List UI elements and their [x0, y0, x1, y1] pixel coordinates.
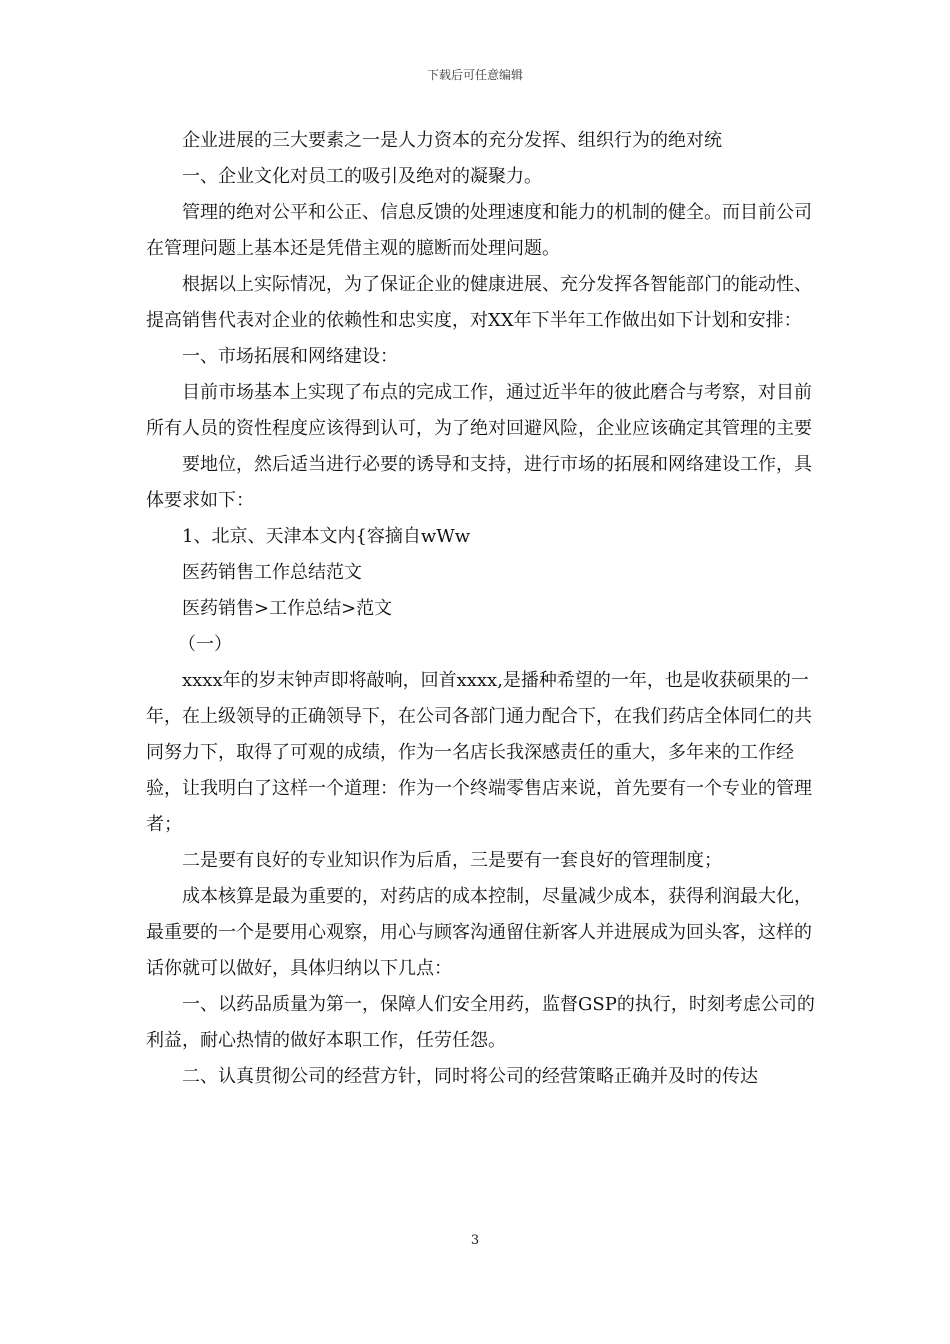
paragraph: 管理的绝对公平和公正、信息反馈的处理速度和能力的机制的健全。而目前公司在管理问题上基本还是凭借主观的臆断而处理问题。 — [146, 202, 812, 259]
page-number: 3 — [470, 1233, 480, 1248]
paragraph: xxxx年的岁末钟声即将敲响，回首xxxx,是播种希望的一年，也是收获硕果的一年，在上级领导的正确领导下，在公司各部门通力配合下，在我们药店全体同仁的共同努力下，取得了可观的成绩，作为一名店长我深感责任的重大，多年来的工作经验，让我明白了这样一个道理：作为一个终端零售店来说，首先要有一个专业的管理者； — [146, 670, 812, 835]
document-title: 医药销售工作总结范文 — [182, 562, 362, 583]
paragraph: 要地位，然后适当进行必要的诱导和支持，进行市场的拓展和网络建设工作，具体要求如下： — [146, 454, 812, 511]
page-header: 下载后可任意编辑 — [426, 68, 523, 82]
section-number: （一） — [178, 634, 232, 655]
document-body — [146, 123, 821, 1095]
paragraph: 二是要有良好的专业知识作为后盾，三是要有一套良好的管理制度； — [182, 850, 722, 871]
paragraph: 一、以药品质量为第一，保障人们安全用药，监督GSP的执行，时刻考虑公司的利益，耐心热情的做好本职工作，任劳任怨。 — [146, 994, 815, 1051]
list-item: 1、北京、天津本文内{容摘自wWw — [182, 526, 471, 547]
section-heading: 一、市场拓展和网络建设： — [182, 346, 398, 367]
breadcrumb-text: 医药销售>工作总结>范文 — [182, 598, 393, 619]
paragraph: 一、企业文化对员工的吸引及绝对的凝聚力。 — [182, 166, 542, 187]
paragraph: 企业进展的三大要素之一是人力资本的充分发挥、组织行为的绝对统 — [182, 130, 722, 151]
paragraph: 成本核算是最为重要的，对药店的成本控制，尽量减少成本，获得利润最大化，最重要的一个是要用心观察，用心与顾客沟通留住新客人并进展成为回头客，这样的话你就可以做好，具体归纳以下几点： — [146, 886, 812, 979]
paragraph: 目前市场基本上实现了布点的完成工作，通过近半年的彼此磨合与考察，对目前所有人员的资性程度应该得到认可，为了绝对回避风险，企业应该确定其管理的主要 — [146, 382, 812, 439]
paragraph: 二、认真贯彻公司的经营方针，同时将公司的经营策略正确并及时的传达 — [182, 1066, 758, 1087]
paragraph: 根据以上实际情况，为了保证企业的健康进展、充分发挥各智能部门的能动性、提高销售代表对企业的依赖性和忠实度，对XX年下半年工作做出如下计划和安排： — [146, 274, 812, 331]
